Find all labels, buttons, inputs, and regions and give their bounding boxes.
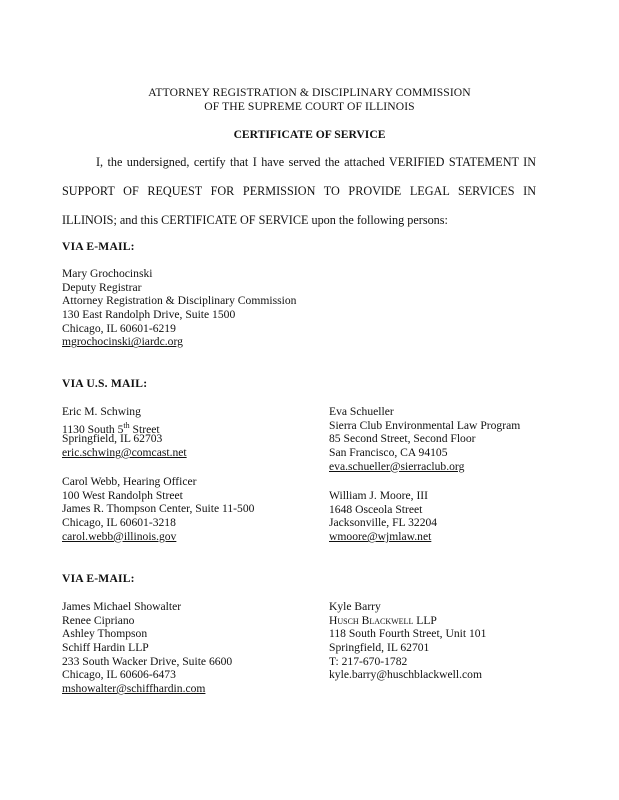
recipient-email[interactable]: mshowalter@schiffhardin.com [62,682,206,696]
recipient-name: Eric M. Schwing [62,405,141,418]
recipient-name: Eva Schueller [329,405,394,418]
recipient-street: 100 West Randolph Street [62,488,183,502]
recipient-building: James R. Thompson Center, Suite 11-500 [62,502,255,516]
recipient-phone: T: 217-670-1782 [329,654,408,668]
recipient-title: Deputy Registrar [62,280,142,294]
document-title: CERTIFICATE OF SERVICE [233,128,386,141]
recipient-email[interactable]: carol.webb@illinois.gov [62,529,177,543]
statement-line-1: I, the undersigned, certify that I have served the attached VERIFIED STATEMENT IN [96,155,536,169]
street-suffix: Street [129,422,160,436]
recipient-city: Jacksonville, FL 32204 [329,516,438,530]
recipient-org: Sierra Club Environmental Law Program [329,418,521,432]
recipient-name: James Michael Showalter [62,600,182,613]
recipient-city: Chicago, IL 60606-6473 [62,668,176,682]
street-number: 1130 South 5 [62,422,124,436]
recipient-street: 233 South Wacker Drive, Suite 6600 [62,654,233,668]
recipient-city: Springfield, IL 62703 [62,432,163,446]
section-label-email-1: VIA E-MAIL: [62,240,135,253]
section-label-email-2: VIA E-MAIL: [62,572,135,585]
court-name: OF THE SUPREME COURT OF ILLINOIS [204,100,415,113]
recipient-email[interactable]: eric.schwing@comcast.net [62,446,187,460]
recipient-grochocinski [62,267,296,349]
recipient-city: Chicago, IL 60601-6219 [62,321,176,335]
ordinal-suffix: th [123,420,130,430]
recipient-street: 85 Second Street, Second Floor [329,432,476,446]
recipient-email[interactable]: eva.schueller@sierraclub.org [329,459,465,473]
recipient-name: Kyle Barry [329,600,381,613]
recipient-city: Chicago, IL 60601-3218 [62,516,176,530]
recipient-city: Springfield, IL 62701 [329,641,430,655]
recipient-name: Mary Grochocinski [62,267,153,280]
recipient-schwing [62,405,187,460]
recipient-schiff-hardin [62,600,232,696]
recipient-name: Ashley Thompson [62,627,148,641]
commission-name: ATTORNEY REGISTRATION & DISCIPLINARY COMMISSION [148,86,471,99]
section-label-us-mail: VIA U.S. MAIL: [62,377,148,390]
recipient-schueller [329,405,520,473]
recipient-webb [62,475,254,543]
recipient-name: Carol Webb, Hearing Officer [62,475,197,488]
recipient-name: Renee Cipriano [62,613,135,627]
statement-line-3: ILLINOIS; and this CERTIFICATE OF SERVICE upon the following persons: [62,213,448,227]
statement-line-2: SUPPORT OF REQUEST FOR PERMISSION TO PROVIDE LEGAL SERVICES IN [62,184,536,198]
recipient-email[interactable]: wmoore@wjmlaw.net [329,530,432,544]
recipient-firm: Schiff Hardin LLP [62,641,149,655]
recipient-org: Attorney Registration & Disciplinary Commission [62,294,297,308]
recipient-street: 130 East Randolph Drive, Suite 1500 [62,308,236,322]
recipient-firm: Husch Blackwell LLP [329,613,437,627]
recipient-name: William J. Moore, III [329,489,429,502]
recipient-street [62,419,187,436]
recipient-city: San Francisco, CA 94105 [329,446,448,460]
recipient-email[interactable]: kyle.barry@huschblackwell.com [329,668,482,682]
recipient-email[interactable]: mgrochocinski@iardc.org [62,335,183,349]
recipient-moore [329,489,437,544]
recipient-husch-blackwell [329,600,486,682]
recipient-street: 118 South Fourth Street, Unit 101 [329,627,487,641]
recipient-street: 1648 Osceola Street [329,502,423,516]
